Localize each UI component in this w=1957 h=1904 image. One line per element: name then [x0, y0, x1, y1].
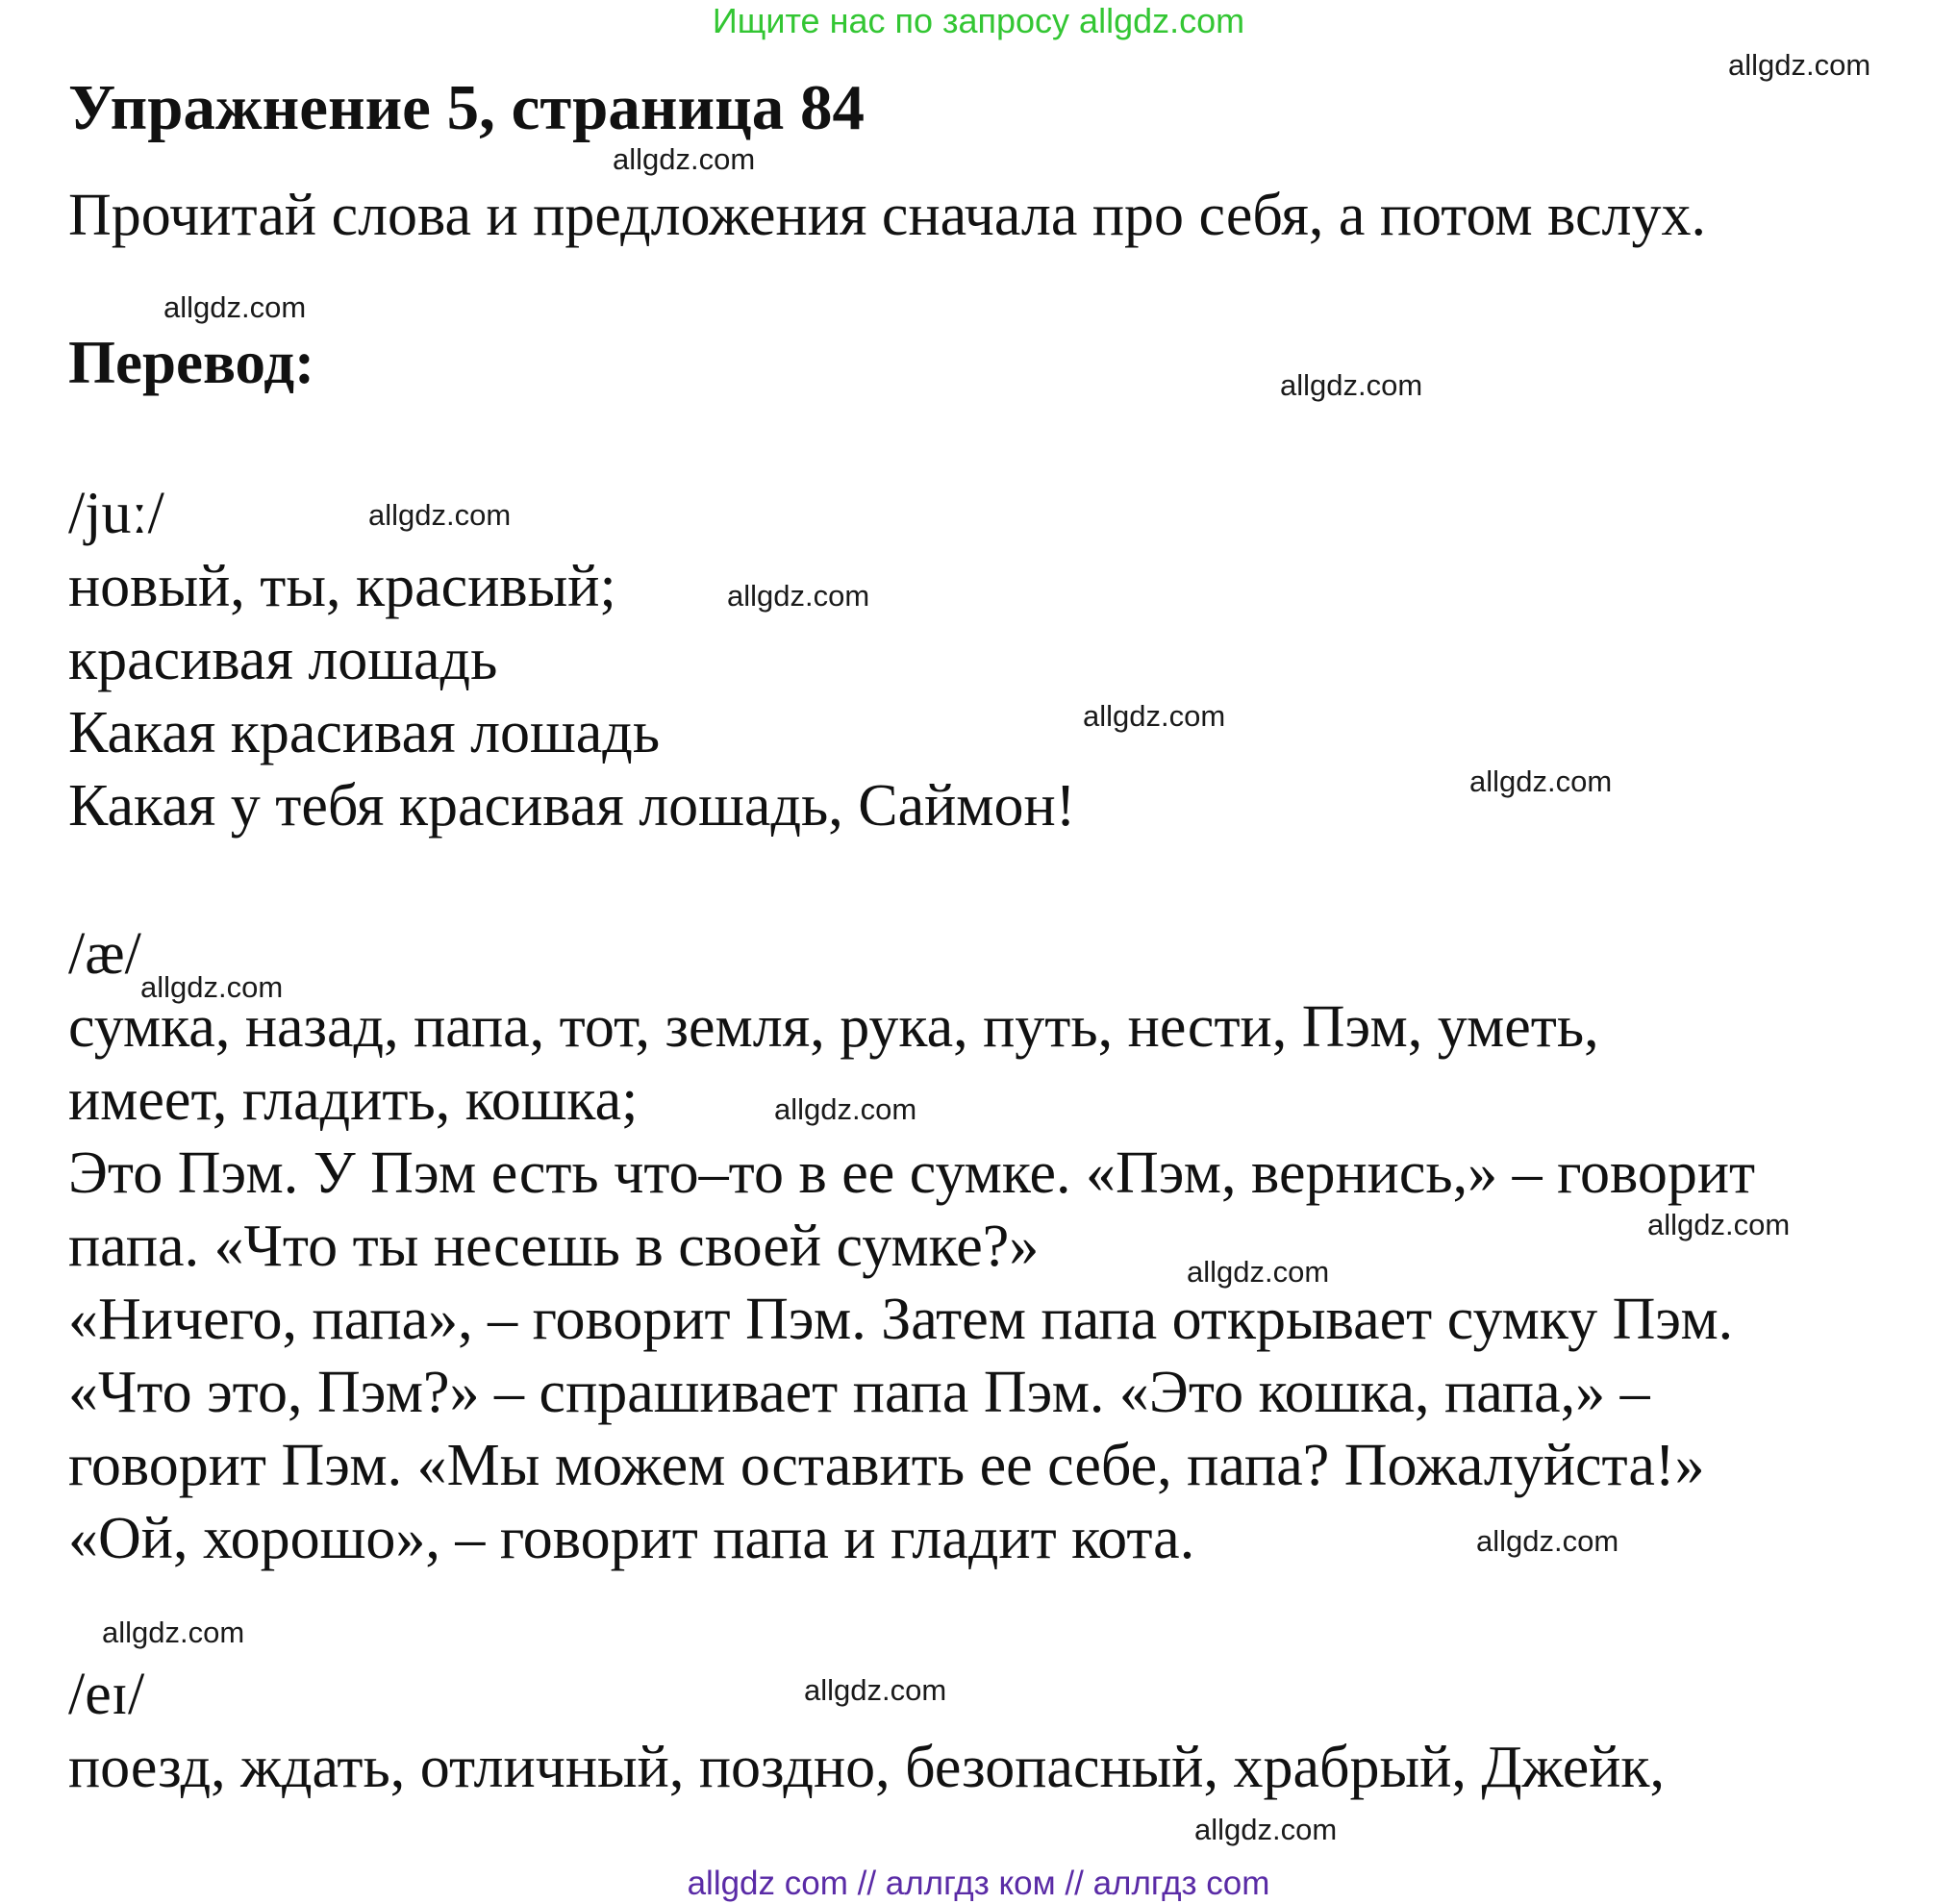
page-title: Упражнение 5, страница 84 [68, 72, 865, 143]
watermark: allgdz.com [140, 970, 284, 1004]
text-line: Какая у тебя красивая лошадь, Саймон! [68, 773, 1076, 839]
watermark: allgdz.com [1194, 1813, 1338, 1846]
watermark: allgdz.com [1280, 368, 1423, 402]
watermark: allgdz.com [727, 579, 870, 613]
translation-heading: Перевод: [68, 329, 315, 396]
watermark: allgdz.com [613, 142, 756, 176]
watermark: allgdz.com [163, 290, 307, 324]
watermark: allgdz.com [368, 498, 512, 532]
watermark: allgdz.com [1647, 1208, 1791, 1241]
footer-links[interactable]: allgdz com // аллгдз ком // аллгдз com [687, 1865, 1270, 1902]
sound-heading-ae: /æ/ [68, 921, 141, 987]
text-line: сумка, назад, папа, тот, земля, рука, путь, нести, Пэм, уметь, [68, 994, 1599, 1060]
text-line: «Ничего, папа», – говорит Пэм. Затем папа открывает сумку Пэм. [68, 1287, 1734, 1352]
text-line: новый, ты, красивый; [68, 554, 616, 619]
watermark: allgdz.com [804, 1673, 947, 1707]
watermark: allgdz.com [1187, 1255, 1330, 1289]
text-line: «Ой, хорошо», – говорит папа и гладит кота. [68, 1506, 1195, 1571]
watermark: allgdz.com [1728, 48, 1871, 82]
text-line: красивая лошадь [68, 627, 498, 692]
text-line: Какая красивая лошадь [68, 700, 661, 765]
watermark: allgdz.com [774, 1092, 917, 1126]
exercise-instruction: Прочитай слова и предложения сначала про себя, а потом вслух. [68, 183, 1706, 248]
text-line: говорит Пэм. «Мы можем оставить ее себе, папа? Пожалуйста!» [68, 1433, 1705, 1498]
watermark: allgdz.com [102, 1616, 245, 1649]
watermark: allgdz.com [1476, 1524, 1619, 1558]
text-line: поезд, ждать, отличный, поздно, безопасный, храбрый, Джейк, [68, 1735, 1666, 1800]
header-search-link[interactable]: Ищите нас по запросу allgdz.com [712, 1, 1245, 40]
sound-heading-ei: /eɪ/ [68, 1662, 145, 1727]
watermark: allgdz.com [1469, 764, 1613, 798]
text-line: Это Пэм. У Пэм есть что–то в ее сумке. «Пэм, вернись,» – говорит [68, 1140, 1756, 1206]
text-line: папа. «Что ты несешь в своей сумке?» [68, 1214, 1040, 1279]
text-line: «Что это, Пэм?» – спрашивает папа Пэм. «Это кошка, папа,» – [68, 1360, 1650, 1425]
watermark: allgdz.com [1083, 699, 1226, 733]
text-line: имеет, гладить, кошка; [68, 1067, 639, 1133]
sound-heading-ju: /juː/ [68, 481, 164, 546]
